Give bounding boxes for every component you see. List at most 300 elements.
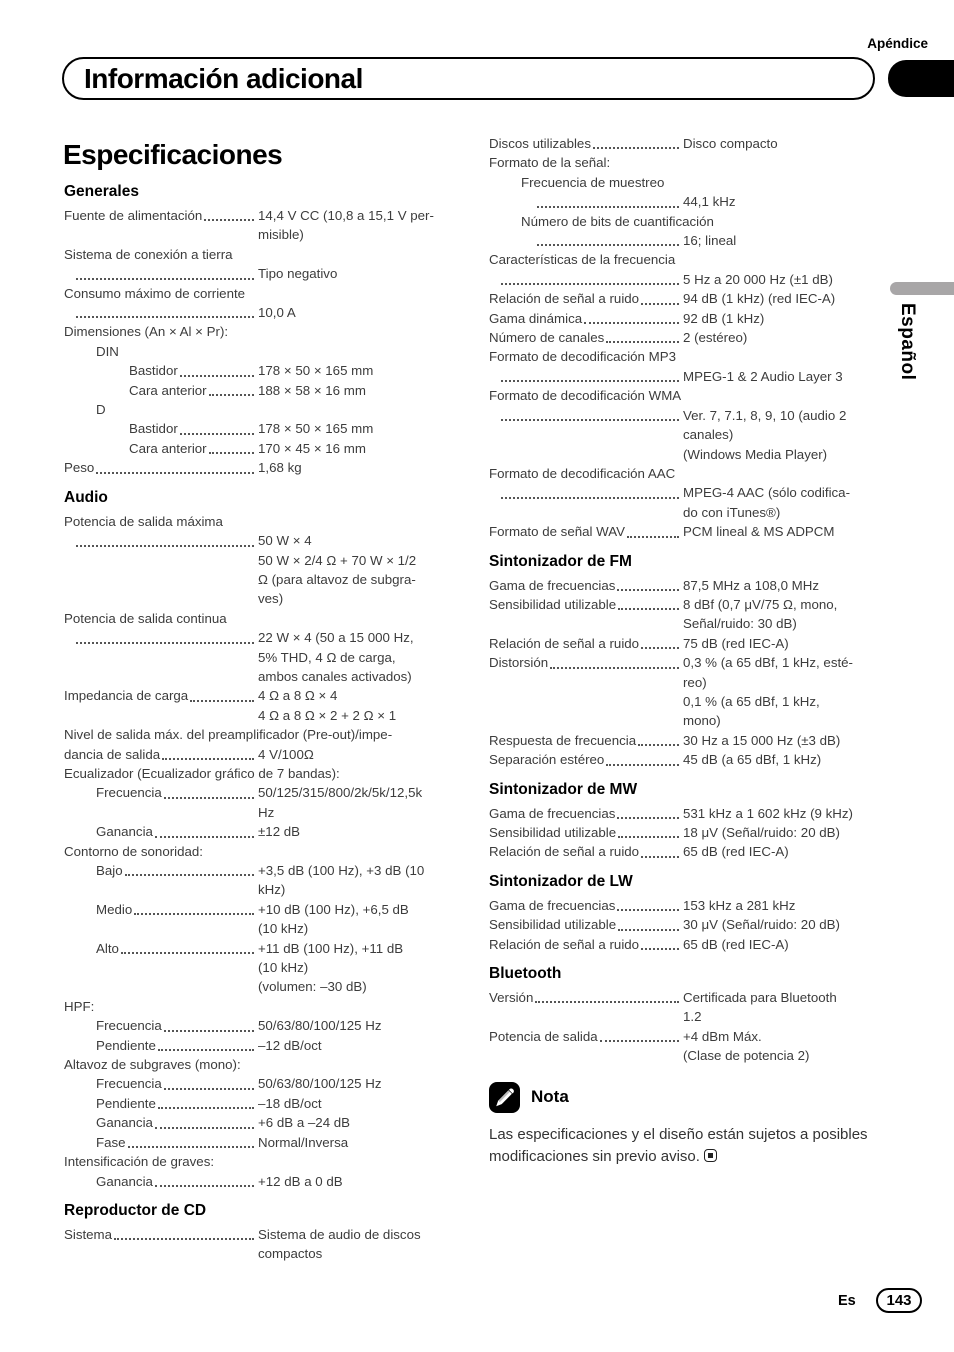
spec-label: Gama de frecuencias <box>489 805 616 821</box>
spec-line: Potencia de salida máxima <box>64 513 223 529</box>
spec-lead <box>489 750 683 769</box>
spec-line <box>64 1016 480 1035</box>
spec-lead <box>64 686 258 705</box>
spec-section <box>64 1201 480 1264</box>
spec-line: Altavoz de subgraves (mono): <box>64 1057 241 1073</box>
spec-value: 5 Hz a 20 000 Hz (±1 dB) <box>683 271 833 287</box>
spec-line <box>489 289 889 308</box>
spec-line: D <box>96 402 106 418</box>
spec-line <box>489 367 889 386</box>
spec-line <box>64 206 480 225</box>
section-heading: Generales <box>64 183 139 200</box>
spec-value: Certificada para Bluetooth <box>683 990 837 1006</box>
dot-leader <box>164 1074 254 1089</box>
spec-value: 10,0 A <box>258 305 296 321</box>
spec-lead <box>489 842 683 861</box>
spec-label: Relación de señal a ruido <box>489 635 640 651</box>
spec-lead <box>96 861 258 880</box>
spec-value: 178 × 50 × 165 mm <box>258 421 374 437</box>
spec-label: Impedancia de carga <box>64 688 189 704</box>
dot-leader <box>501 406 679 421</box>
spec-line: 50 W × 2/4 Ω + 70 W × 1/2 <box>258 552 417 568</box>
spec-label: Versión <box>489 990 534 1006</box>
spec-line <box>489 823 889 842</box>
dot-leader <box>76 303 254 318</box>
spec-label: Sistema <box>64 1226 113 1242</box>
spec-line <box>489 1027 889 1046</box>
dot-leader <box>114 1225 254 1240</box>
spec-line: Formato de la señal: <box>489 155 611 171</box>
section-heading: Sintonizador de LW <box>489 872 633 890</box>
spec-value: +10 dB (100 Hz), +6,5 dB <box>258 901 409 917</box>
spec-line <box>64 419 480 438</box>
spec-value: 30 μV (Señal/ruido: 20 dB) <box>683 917 840 933</box>
language-tab-bar <box>890 282 954 295</box>
spec-line <box>64 1225 480 1244</box>
spec-lead <box>489 134 683 153</box>
spec-value: –18 dB/oct <box>258 1095 322 1111</box>
spec-value: +4 dBm Máx. <box>683 1028 762 1044</box>
spec-section <box>64 488 480 1191</box>
section-heading: Reproductor de CD <box>64 1201 207 1219</box>
spec-line <box>489 595 889 614</box>
spec-line <box>489 576 889 595</box>
spec-line <box>64 900 480 919</box>
spec-line <box>489 896 889 915</box>
spec-line <box>489 842 889 861</box>
spec-lead <box>96 939 258 958</box>
spec-line <box>64 1172 480 1191</box>
spec-value: PCM lineal & MS ADPCM <box>683 524 835 540</box>
spec-lead <box>489 823 683 842</box>
spec-line: Nivel de salida máx. del preamplificador (Pre-out)/impe- <box>64 727 393 743</box>
spec-value: 22 W × 4 (50 a 15 000 Hz, <box>258 630 414 646</box>
spec-value: ±12 dB <box>258 824 301 840</box>
spec-lead <box>489 896 683 915</box>
spec-line <box>489 653 889 672</box>
note-text: Las especificaciones y el diseño están sujetos a posibles modificaciones sin previo aviso. <box>489 1125 868 1165</box>
spec-line <box>489 231 889 250</box>
spec-line <box>64 686 480 705</box>
spec-lead <box>129 439 258 458</box>
spec-label: Separación estéreo <box>489 752 605 768</box>
spec-label: Discos utilizables <box>489 136 591 151</box>
spec-line: 1.2 <box>683 1009 702 1025</box>
spec-lead <box>96 1074 258 1093</box>
spec-line <box>489 634 889 653</box>
spec-line: Formato de decodificación AAC <box>489 465 676 481</box>
dot-leader <box>128 1133 254 1148</box>
end-of-article-icon <box>704 1149 717 1162</box>
dot-leader <box>76 531 254 546</box>
spec-line <box>64 783 480 802</box>
spec-label: Bajo <box>96 863 123 878</box>
spec-lead <box>489 935 683 954</box>
spec-value: 45 dB (a 65 dBf, 1 kHz) <box>683 752 822 768</box>
spec-value: 8 dBf (0,7 μV/75 Ω, mono, <box>683 596 838 612</box>
spec-value: Disco compacto <box>683 136 778 151</box>
spec-lead <box>489 309 683 328</box>
spec-line: Potencia de salida continua <box>64 610 227 626</box>
spec-line: canales) <box>683 427 734 443</box>
spec-value: 153 kHz a 281 kHz <box>683 897 796 913</box>
spec-line: (10 kHz) <box>258 921 309 937</box>
spec-label: Relación de señal a ruido <box>489 844 640 860</box>
spec-label: Número de canales <box>489 330 605 346</box>
spec-label: Medio <box>96 901 133 917</box>
spec-line <box>64 1113 480 1132</box>
spec-line: ambos canales activados) <box>258 668 412 684</box>
spec-lead <box>489 328 683 347</box>
spec-value: 188 × 58 × 16 mm <box>258 382 366 398</box>
spec-value: +11 dB (100 Hz), +11 dB <box>258 940 404 956</box>
spec-label: Distorsión <box>489 655 549 671</box>
spec-label: Relación de señal a ruido <box>489 291 640 307</box>
dot-leader <box>125 861 254 876</box>
spec-value: 75 dB (red IEC-A) <box>683 635 789 651</box>
spec-lead <box>96 1016 258 1035</box>
spec-value: 65 dB (red IEC-A) <box>683 936 789 952</box>
spec-line <box>64 303 480 322</box>
dot-leader <box>96 458 254 473</box>
spec-value: Tipo negativo <box>258 266 338 282</box>
spec-label: Sensibilidad utilizable <box>489 917 617 933</box>
spec-lead <box>489 634 683 653</box>
spec-lead <box>74 264 258 283</box>
spec-value: +3,5 dB (100 Hz), +3 dB (10 <box>258 863 425 878</box>
spec-label: Cara anterior <box>129 440 207 456</box>
spec-label: Peso <box>64 460 95 476</box>
spec-label: Pendiente <box>96 1095 156 1111</box>
spec-section <box>489 134 889 542</box>
spec-label: Pendiente <box>96 1037 156 1053</box>
spec-value: 531 kHz a 1 602 kHz (9 kHz) <box>683 805 853 821</box>
spec-lead <box>96 1172 258 1191</box>
spec-line: 4 Ω a 8 Ω × 2 + 2 Ω × 1 <box>258 707 397 723</box>
dot-leader <box>617 896 679 911</box>
spec-value: 50 W × 4 <box>258 533 312 549</box>
dot-leader <box>617 576 679 591</box>
spec-line <box>64 381 480 400</box>
spec-line: (Clase de potencia 2) <box>683 1048 810 1064</box>
left-column <box>64 172 480 1264</box>
spec-line: misible) <box>258 227 304 243</box>
spec-line <box>64 939 480 958</box>
dot-leader <box>600 1027 679 1042</box>
dot-leader <box>76 264 254 279</box>
spec-label: Sensibilidad utilizable <box>489 825 617 840</box>
spec-lead <box>64 458 258 477</box>
spec-section <box>489 552 889 770</box>
dot-leader <box>164 783 254 798</box>
dot-leader <box>501 483 679 498</box>
dot-leader <box>606 750 679 765</box>
spec-label: Frecuencia <box>96 785 162 801</box>
spec-lead <box>74 303 258 322</box>
spec-label: Fase <box>96 1134 126 1150</box>
spec-lead <box>96 1094 258 1113</box>
spec-label: Alto <box>96 940 119 956</box>
spec-line <box>489 804 889 823</box>
dot-leader <box>190 686 254 701</box>
dot-leader <box>537 231 679 246</box>
spec-value: +6 dB a –24 dB <box>258 1115 351 1131</box>
dot-leader <box>162 745 254 760</box>
spec-label: Bastidor <box>129 363 178 379</box>
chapter-header-box <box>62 57 875 100</box>
spec-line <box>489 270 889 289</box>
spec-line <box>64 361 480 380</box>
spec-line: Frecuencia de muestreo <box>521 174 665 190</box>
spec-lead <box>489 576 683 595</box>
spec-lead <box>129 381 258 400</box>
spec-value: 87,5 MHz a 108,0 MHz <box>683 577 819 593</box>
dot-leader <box>134 900 254 915</box>
spec-lead <box>96 1036 258 1055</box>
dot-leader <box>606 328 679 343</box>
spec-line <box>64 861 480 880</box>
page-title: Especificaciones <box>63 139 283 170</box>
spec-value: 4 V/100Ω <box>258 746 314 762</box>
spec-lead <box>74 628 258 647</box>
spec-lead <box>499 406 683 425</box>
spec-lead <box>489 522 683 541</box>
spec-lead <box>96 1113 258 1132</box>
spec-label: Gama de frecuencias <box>489 577 616 593</box>
spec-label: Sensibilidad utilizable <box>489 596 617 612</box>
dot-leader <box>638 731 679 746</box>
dot-leader <box>641 842 679 857</box>
spec-line: 0,1 % (a 65 dBf, 1 kHz, <box>683 693 820 709</box>
spec-line: Ω (para altavoz de subgra- <box>258 571 416 587</box>
spec-line <box>489 406 889 425</box>
spec-label: Ganancia <box>96 824 153 840</box>
spec-line: kHz) <box>258 882 286 898</box>
spec-value: 16; lineal <box>683 233 737 249</box>
spec-line: compactos <box>258 1246 323 1262</box>
dot-leader <box>501 367 679 382</box>
spec-lead <box>535 192 683 211</box>
spec-line <box>64 822 480 841</box>
footer-language-code: Es <box>838 1293 856 1309</box>
pencil-icon <box>489 1082 520 1113</box>
spec-value: 14,4 V CC (10,8 a 15,1 V per- <box>258 208 434 223</box>
spec-line <box>489 483 889 502</box>
spec-value: –12 dB/oct <box>258 1037 322 1053</box>
spec-lead <box>489 1027 683 1046</box>
dot-leader <box>180 361 254 376</box>
spec-label: Ganancia <box>96 1115 153 1131</box>
spec-line: Señal/ruido: 30 dB) <box>683 616 797 632</box>
spec-value: Ver. 7, 7.1, 8, 9, 10 (audio 2 <box>683 407 847 423</box>
spec-lead <box>74 531 258 550</box>
spec-value: 178 × 50 × 165 mm <box>258 363 374 379</box>
spec-label: Frecuencia <box>96 1018 162 1034</box>
spec-line <box>64 1036 480 1055</box>
spec-value: 4 Ω a 8 Ω × 4 <box>258 688 338 704</box>
spec-section <box>64 182 480 478</box>
spec-line <box>64 264 480 283</box>
chapter-index-tab <box>888 60 954 97</box>
spec-lead <box>96 900 258 919</box>
dot-leader <box>209 381 254 396</box>
spec-line <box>489 328 889 347</box>
spec-line <box>64 1074 480 1093</box>
spec-lead <box>129 361 258 380</box>
spec-lead <box>499 270 683 289</box>
spec-line: Formato de decodificación MP3 <box>489 349 676 365</box>
spec-line <box>489 988 889 1007</box>
spec-line <box>489 522 889 541</box>
dot-leader <box>641 935 679 950</box>
spec-label: dancia de salida <box>64 746 161 762</box>
section-heading: Audio <box>64 488 108 506</box>
dot-leader <box>584 309 679 324</box>
spec-lead <box>489 915 683 934</box>
spec-line <box>64 745 480 764</box>
dot-leader <box>641 289 679 304</box>
spec-value: 18 μV (Señal/ruido: 20 dB) <box>683 825 840 840</box>
dot-leader <box>501 270 679 285</box>
dot-leader <box>204 206 254 221</box>
dot-leader <box>535 988 679 1003</box>
spec-label: Cara anterior <box>129 382 207 398</box>
spec-lead <box>64 745 258 764</box>
spec-line <box>64 531 480 550</box>
dot-leader <box>155 1113 254 1128</box>
spec-line: Ecualizador (Ecualizador gráfico de 7 bandas): <box>64 765 340 781</box>
spec-line: Sistema de conexión a tierra <box>64 246 233 262</box>
spec-value: 50/63/80/100/125 Hz <box>258 1018 382 1034</box>
spec-lead <box>489 653 683 672</box>
note-header <box>489 1082 889 1113</box>
spec-line: (10 kHz) <box>258 960 309 976</box>
spec-value: 92 dB (1 kHz) <box>683 310 765 326</box>
spec-line: Dimensiones (An × Al × Pr): <box>64 324 229 340</box>
spec-line <box>64 439 480 458</box>
dot-leader <box>537 192 679 207</box>
dot-leader <box>180 419 254 434</box>
spec-label: Frecuencia <box>96 1076 162 1092</box>
spec-line: (volumen: –30 dB) <box>258 979 367 995</box>
spec-label: Gama de frecuencias <box>489 897 616 913</box>
dot-leader <box>618 595 679 610</box>
spec-line: Hz <box>258 804 275 820</box>
spec-label: Respuesta de frecuencia <box>489 732 637 748</box>
spec-line <box>489 750 889 769</box>
spec-line <box>489 134 889 153</box>
dot-leader <box>641 634 679 649</box>
spec-line <box>64 628 480 647</box>
spec-label: Formato de señal WAV <box>489 524 625 540</box>
spec-value: 50/63/80/100/125 Hz <box>258 1076 382 1092</box>
dot-leader <box>627 522 679 537</box>
dot-leader <box>164 1016 254 1031</box>
spec-value: 50/125/315/800/2k/5k/12,5k <box>258 785 423 801</box>
page-number: 143 <box>886 1292 912 1309</box>
right-column <box>489 134 889 1168</box>
appendix-label: Apéndice <box>867 36 928 51</box>
spec-value: 94 dB (1 kHz) (red IEC-A) <box>683 291 836 307</box>
spec-lead <box>96 822 258 841</box>
language-tab-label: Español <box>897 303 918 381</box>
spec-value: Sistema de audio de discos <box>258 1226 421 1242</box>
spec-line <box>64 1133 480 1152</box>
dot-leader <box>618 915 679 930</box>
spec-line: ves) <box>258 591 284 607</box>
spec-label: Potencia de salida <box>489 1028 598 1044</box>
spec-lead <box>96 783 258 802</box>
spec-lead <box>489 804 683 823</box>
spec-lead <box>499 367 683 386</box>
dot-leader <box>158 1094 254 1109</box>
spec-line: Número de bits de cuantificación <box>521 213 714 229</box>
spec-section <box>489 872 889 954</box>
dot-leader <box>593 134 679 149</box>
dot-leader <box>76 628 254 643</box>
spec-value: MPEG-1 & 2 Audio Layer 3 <box>683 368 843 384</box>
chapter-title: Información adicional <box>84 62 363 94</box>
spec-line <box>489 935 889 954</box>
spec-lead <box>96 1133 258 1152</box>
section-heading: Sintonizador de MW <box>489 780 638 798</box>
spec-line: mono) <box>683 713 721 729</box>
spec-value: 44,1 kHz <box>683 194 736 210</box>
dot-leader <box>121 939 254 954</box>
spec-label: Relación de señal a ruido <box>489 936 640 952</box>
spec-value: 1,68 kg <box>258 460 302 476</box>
spec-line: Intensificación de graves: <box>64 1154 215 1170</box>
spec-value: Normal/Inversa <box>258 1134 349 1150</box>
spec-section <box>489 780 889 862</box>
dot-leader <box>158 1036 254 1051</box>
spec-line: reo) <box>683 674 707 690</box>
spec-value: 2 (estéreo) <box>683 330 748 346</box>
spec-value: 170 × 45 × 16 mm <box>258 440 366 456</box>
spec-value: 0,3 % (a 65 dBf, 1 kHz, esté- <box>683 655 853 671</box>
spec-section <box>489 964 889 1066</box>
section-heading: Sintonizador de FM <box>489 552 632 570</box>
spec-line <box>489 731 889 750</box>
spec-lead <box>64 206 258 225</box>
spec-line: do con iTunes®) <box>683 504 781 520</box>
spec-line: 5% THD, 4 Ω de carga, <box>258 649 396 665</box>
spec-line: Consumo máximo de corriente <box>64 285 246 301</box>
spec-lead <box>64 1225 258 1244</box>
spec-line <box>489 915 889 934</box>
spec-lead <box>489 731 683 750</box>
spec-lead <box>489 988 683 1007</box>
note-label: Nota <box>531 1087 569 1107</box>
spec-line: (Windows Media Player) <box>683 446 828 462</box>
dot-leader <box>209 439 254 454</box>
spec-line: Contorno de sonoridad: <box>64 843 203 859</box>
spec-value: +12 dB a 0 dB <box>258 1173 343 1189</box>
spec-value: 30 Hz a 15 000 Hz (±3 dB) <box>683 732 841 748</box>
spec-lead <box>489 595 683 614</box>
spec-line <box>489 309 889 328</box>
spec-line <box>64 458 480 477</box>
spec-label: Fuente de alimentación <box>64 208 203 223</box>
spec-label: Bastidor <box>129 421 178 437</box>
spec-label: Gama dinámica <box>489 310 583 326</box>
section-heading: Bluetooth <box>489 965 562 983</box>
spec-line <box>64 1094 480 1113</box>
dot-leader <box>155 822 254 837</box>
spec-label: Ganancia <box>96 1173 153 1189</box>
spec-line: Características de la frecuencia <box>489 252 676 268</box>
spec-line <box>489 192 889 211</box>
